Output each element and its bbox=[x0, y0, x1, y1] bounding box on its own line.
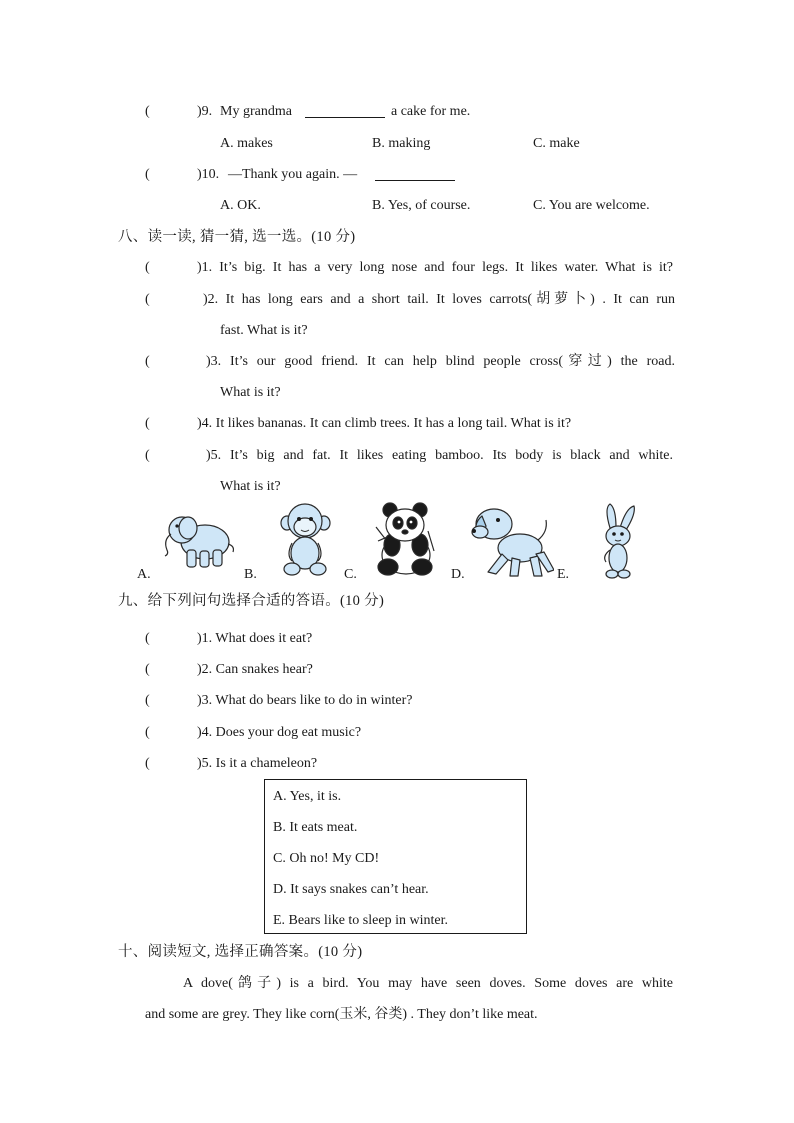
s8-q2-line1: )2. It has long ears and a short tail. It loves carrots(胡萝卜) . It can run bbox=[203, 292, 675, 307]
q10-stem: —Thank you again. — bbox=[228, 167, 358, 182]
s9-q4-text: )4. Does your dog eat music? bbox=[197, 725, 362, 740]
passage-line-1: A dove(鸽子) is a bird. You may have seen doves. Some doves are white bbox=[183, 976, 673, 991]
picture-letter-e: E. bbox=[557, 567, 570, 582]
s8-q1-paren: ( bbox=[145, 260, 150, 275]
s8-q2-line2: fast. What is it? bbox=[220, 323, 308, 338]
s9-q5-paren: ( bbox=[145, 756, 150, 771]
q9-option-a: A. makes bbox=[220, 136, 273, 151]
answer-option-d: D. It says snakes can’t hear. bbox=[273, 882, 429, 897]
s9-q1-text: )1. What does it eat? bbox=[197, 631, 313, 646]
answer-option-b: B. It eats meat. bbox=[273, 820, 358, 835]
s8-q1-text: )1. It’s big. It has a very long nose and four legs. It likes water. What is it? bbox=[197, 260, 673, 275]
panda-icon bbox=[368, 501, 440, 579]
picture-letter-c: C. bbox=[344, 567, 357, 582]
section8-title: 八、读一读, 猜一猜, 选一选。(10 分) bbox=[118, 229, 356, 245]
q9-blank[interactable] bbox=[305, 105, 385, 118]
s9-q1-paren: ( bbox=[145, 631, 150, 646]
q10-number: )10. bbox=[197, 167, 220, 182]
q9-option-b: B. making bbox=[372, 136, 431, 151]
q10-option-a: A. OK. bbox=[220, 198, 261, 213]
s8-q3-paren: ( bbox=[145, 354, 150, 369]
s9-q2-text: )2. Can snakes hear? bbox=[197, 662, 313, 677]
s8-q4-paren: ( bbox=[145, 416, 150, 431]
q9-stem-b: a cake for me. bbox=[391, 104, 471, 119]
q9-number: )9. bbox=[197, 104, 213, 119]
q9-option-c: C. make bbox=[533, 136, 580, 151]
s8-q2-paren: ( bbox=[145, 292, 150, 307]
s8-q5-line2: What is it? bbox=[220, 479, 281, 494]
s9-q5-text: )5. Is it a chameleon? bbox=[197, 756, 318, 771]
section9-title: 九、给下列问句选择合适的答语。(10 分) bbox=[118, 593, 385, 609]
q10-option-c: C. You are welcome. bbox=[533, 198, 650, 213]
s9-q3-paren: ( bbox=[145, 693, 150, 708]
monkey-icon bbox=[278, 501, 334, 579]
passage-line-2: and some are grey. They like corn(玉米, 谷类) . They don’t like meat. bbox=[145, 1007, 538, 1022]
section10-title: 十、阅读短文, 选择正确答案。(10 分) bbox=[118, 944, 363, 960]
s8-q3-line1: )3. It’s our good friend. It can help blind people cross(穿过) the road. bbox=[206, 354, 675, 369]
answer-option-e: E. Bears like to sleep in winter. bbox=[273, 913, 448, 928]
q10-blank[interactable] bbox=[375, 168, 455, 181]
s8-q5-line1: )5. It’s big and fat. It likes eating bamboo. Its body is black and white. bbox=[206, 448, 673, 463]
picture-letter-b: B. bbox=[244, 567, 257, 582]
dog-icon bbox=[468, 502, 554, 580]
s9-q3-text: )3. What do bears like to do in winter? bbox=[197, 693, 413, 708]
picture-letter-d: D. bbox=[451, 567, 465, 582]
s8-q3-line2: What is it? bbox=[220, 385, 281, 400]
q10-paren-open: ( bbox=[145, 167, 150, 182]
s8-q4-text: )4. It likes bananas. It can climb trees. It has a long tail. What is it? bbox=[197, 416, 572, 431]
answer-option-a: A. Yes, it is. bbox=[273, 789, 342, 804]
s8-q5-paren: ( bbox=[145, 448, 150, 463]
answer-options-box bbox=[264, 779, 527, 934]
q10-option-b: B. Yes, of course. bbox=[372, 198, 471, 213]
elephant-icon bbox=[155, 510, 237, 572]
s9-q4-paren: ( bbox=[145, 725, 150, 740]
q9-stem-a: My grandma bbox=[220, 104, 292, 119]
rabbit-icon bbox=[596, 502, 640, 582]
s9-q2-paren: ( bbox=[145, 662, 150, 677]
answer-option-c: C. Oh no! My CD! bbox=[273, 851, 380, 866]
q9-paren-open: ( bbox=[145, 104, 150, 119]
picture-letter-a: A. bbox=[137, 567, 151, 582]
